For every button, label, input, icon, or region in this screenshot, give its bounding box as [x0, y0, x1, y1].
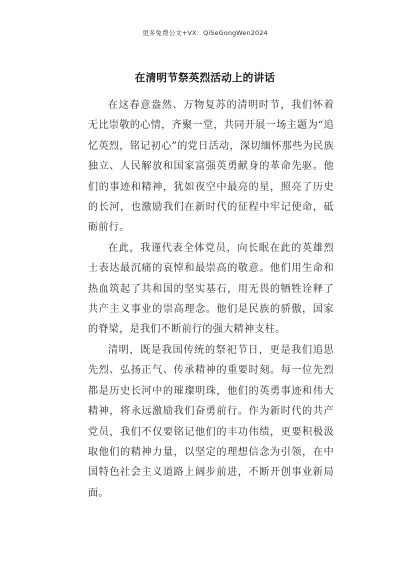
header-note: 更多免费公文+VX：QiSeGongWen2024: [142, 29, 268, 37]
paragraph: 清明，既是我国传统的祭祀节日，更是我们追思先烈、弘扬正气、传承精神的重要时刻。每一位先烈都是历史长河中的璀璨明珠，他们的英勇事迹和伟大精神，将永远激励我们奋勇前行。作为新时代的共产党员，我们不仅要铭记他们的丰功伟绩，更要积极汲取他们的精神力量，以坚定的理想信念为引领，在中国特色社会主义道路上阔步前进，不断开创事业新局面。: [88, 344, 334, 499]
document-title: 在清明节祭英烈活动上的讲话: [134, 72, 276, 84]
document-body: [88, 96, 334, 504]
paragraph: 在这春意盎然、万物复苏的清明时节，我们怀着无比崇敬的心情，齐聚一堂，共同开展一场主题为“追忆英烈，铭记初心”的党日活动，深切缅怀那些为民族独立、人民解放和国家富强英勇献身的革命先驱。他们的事迹和精神，犹如夜空中最亮的星，照亮了历史的长河，也激励我们在新时代的征程中牢记使命，砥砺前行。: [88, 100, 334, 234]
paragraph: 在此，我谨代表全体党员，向长眠在此的英雄烈士表达最沉痛的哀悼和最崇高的敬意。他们用生命和热血筑起了共和国的坚实基石，用无畏的牺牲诠释了共产主义事业的崇高理念。他们是民族的骄傲，国家的脊梁，是我们不断前行的强大精神支柱。: [88, 242, 334, 336]
